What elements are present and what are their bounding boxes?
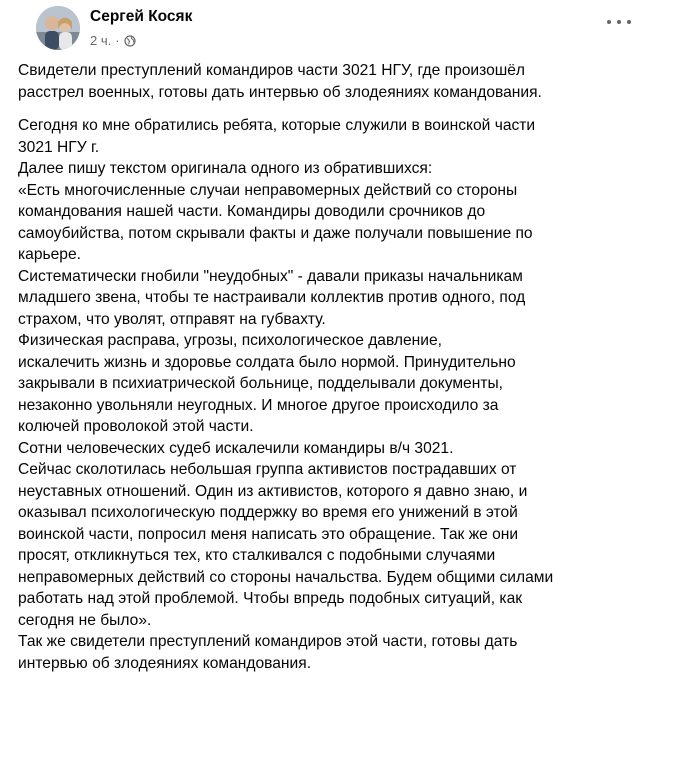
more-options-button[interactable] <box>607 14 631 30</box>
post-text-line: Сотни человеческих судеб искалечили командиры в/ч 3021. <box>18 439 454 457</box>
post-time[interactable]: 2 ч. <box>90 33 112 48</box>
post-text-line: командования нашей части. Командиры доводили срочников до <box>18 203 486 220</box>
post-text-line: просят, откликнуться тех, кто сталкивался с подобными случаями <box>18 547 496 564</box>
more-dots-icon <box>617 20 621 24</box>
post-text-line: младшего звена, чтобы те настраивали коллектив против одного, под <box>18 289 526 306</box>
post-text-line: воинской части, попросил меня написать это обращение. Так же они <box>18 525 519 543</box>
post-text-line: сегодня не было». <box>18 611 152 629</box>
post-text-line: работать над этой проблемой. Чтобы впредь подобных ситуаций, как <box>18 590 523 607</box>
post-text-line: незаконно увольняли неугодных. И многое другое происходило за <box>18 396 499 414</box>
post-text-line: расстрел военных, готовы дать интервью об злодеяниях командования. <box>18 83 542 101</box>
post-text-line: Сегодня ко мне обратились ребята, которые служили в воинской части <box>18 117 536 134</box>
post-text-line: 3021 НГУ г. <box>18 138 100 156</box>
post-text-line: карьере. <box>18 246 81 263</box>
post-text-line: оказывал психологическую поддержку во время его унижений в этой <box>18 504 518 521</box>
more-dots-icon <box>607 20 611 24</box>
post-text-line: искалечить жизнь и здоровье солдата было нормой. Принудительно <box>18 353 516 371</box>
post-text-line: Так же свидетели преступлений командиров этой части, готовы дать <box>18 633 518 650</box>
post-text-line: Сейчас сколотилась небольшая группа активистов пострадавших от <box>18 461 517 478</box>
post-text-line: «Есть многочисленные случаи неправомерных действий со стороны <box>18 181 518 199</box>
post-text-line: закрывали в психиатрической больнице, подделывали документы, <box>18 375 504 392</box>
author-avatar[interactable] <box>36 6 80 50</box>
post-text-line: Далее пишу текстом оригинала одного из обратившихся: <box>18 160 433 177</box>
post-text-line: колючей проволокой этой части. <box>18 418 254 435</box>
author-name[interactable]: Сергей Косяк <box>90 8 193 25</box>
post-text-line: интервью об злодеяниях командования. <box>18 654 312 672</box>
post-paragraph <box>18 115 659 674</box>
post-text-line: неуставных отношений. Один из активистов, которого я давно знаю, и <box>18 482 528 500</box>
post-text-line: страхом, что уволят, отправят на губвахту. <box>18 310 326 328</box>
more-dots-icon <box>627 20 631 24</box>
post-header <box>18 0 659 60</box>
meta-separator: · <box>115 33 120 48</box>
post-text <box>18 60 659 686</box>
post-text-line: самоубийства, потом скрывали факты и даже получали повышение по <box>18 224 533 242</box>
post-text-line: Свидетели преступлений командиров части 3021 НГУ, где произошёл <box>18 62 526 79</box>
post-text-line: неправомерных действий со стороны начальства. Будем общими силами <box>18 568 554 586</box>
post-paragraph <box>18 60 659 103</box>
post-text-line: Физическая расправа, угрозы, психологическое давление, <box>18 332 443 349</box>
post-meta <box>90 33 136 48</box>
post-text-line: Систематически гнобили "неудобных" - давали приказы начальникам <box>18 267 523 285</box>
globe-icon[interactable] <box>124 35 136 47</box>
